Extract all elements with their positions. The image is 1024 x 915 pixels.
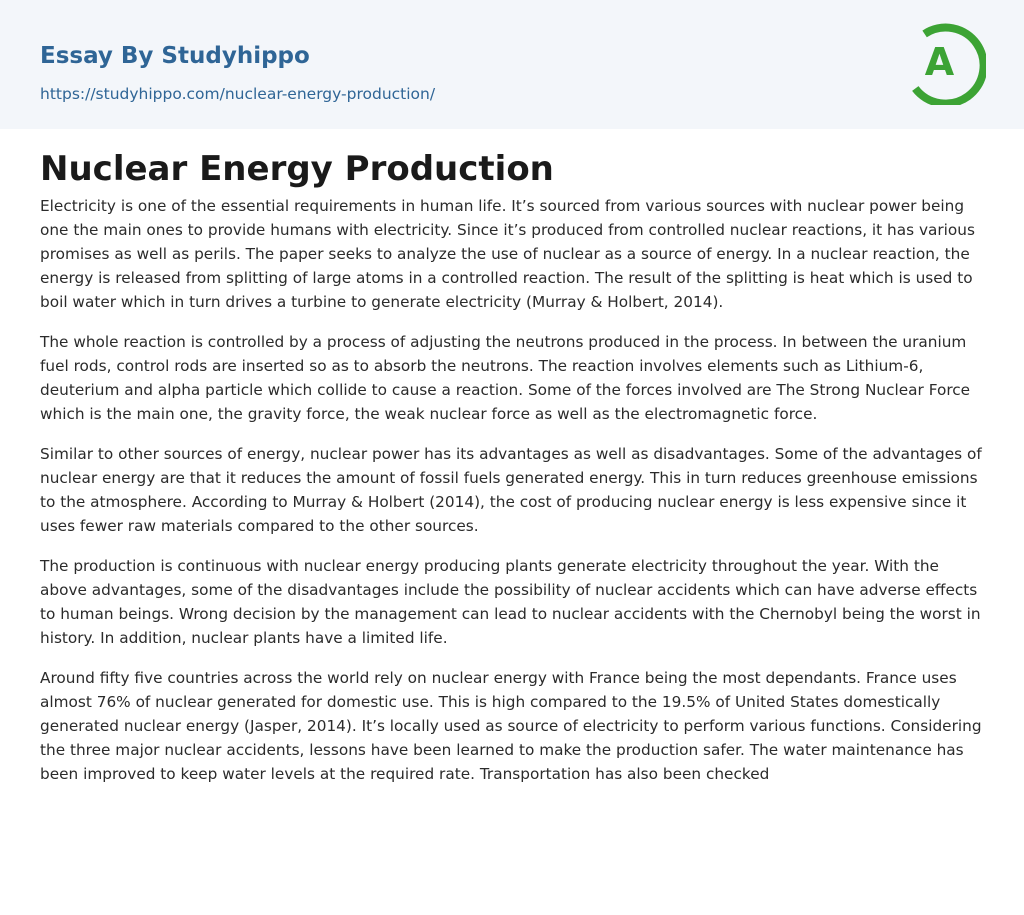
essay-url-link[interactable]: https://studyhippo.com/nuclear-energy-production/ [40, 85, 436, 103]
paragraph: Similar to other sources of energy, nuclear power has its advantages as well as disadvantages. Some of the advantages of nuclear energy are that it reduces the amount of fossil fuels generated energy. This in turn reduces greenhouse emissions to the atmosphere. According to Murray & Holbert (2014), the cost of producing nuclear energy is less expensive since it uses fewer raw materials compared to the other sources. [40, 445, 982, 535]
studyhippo-logo-icon[interactable] [912, 19, 986, 105]
paragraph: Around fifty five countries across the world rely on nuclear energy with France being the most dependants. France uses almost 76% of nuclear generated for domestic use. This is high compared to the 19.5% of United States domestically generated nuclear energy (Jasper, 2014). It’s locally used as source of electricity to perform various functions. Considering the three major nuclear accidents, lessons have been learned to make the production safer. The water maintenance has been improved to keep water levels at the required rate. Transportation has also been checked [40, 669, 982, 783]
essay-body [40, 194, 988, 802]
site-brand[interactable]: Essay By Studyhippo [40, 43, 310, 69]
page-title: Nuclear Energy Production [40, 149, 554, 189]
paragraph: The production is continuous with nuclear energy producing plants generate electricity throughout the year. With the above advantages, some of the disadvantages include the possibility of nuclear accidents which can have adverse effects to human beings. Wrong decision by the management can lead to nuclear accidents with the Chernobyl being the worst in history. In addition, nuclear plants have a limited life. [40, 557, 981, 647]
logo-letter: A [924, 40, 955, 84]
paragraph: Electricity is one of the essential requirements in human life. It’s sourced from various sources with nuclear power being one the main ones to provide humans with electricity. Since it’s produced from controlled nuclear reactions, it has various promises as well as perils. The paper seeks to analyze the use of nuclear as a source of energy. In a nuclear reaction, the energy is released from splitting of large atoms in a controlled reaction. The result of the splitting is heat which is used to boil water which in turn drives a turbine to generate electricity (Murray & Holbert, 2014). [40, 197, 975, 311]
paragraph: The whole reaction is controlled by a process of adjusting the neutrons produced in the process. In between the uranium fuel rods, control rods are inserted so as to absorb the neutrons. The reaction involves elements such as Lithium-6, deuterium and alpha particle which collide to cause a reaction. Some of the forces involved are The Strong Nuclear Force which is the main one, the gravity force, the weak nuclear force as well as the electromagnetic force. [40, 333, 971, 423]
